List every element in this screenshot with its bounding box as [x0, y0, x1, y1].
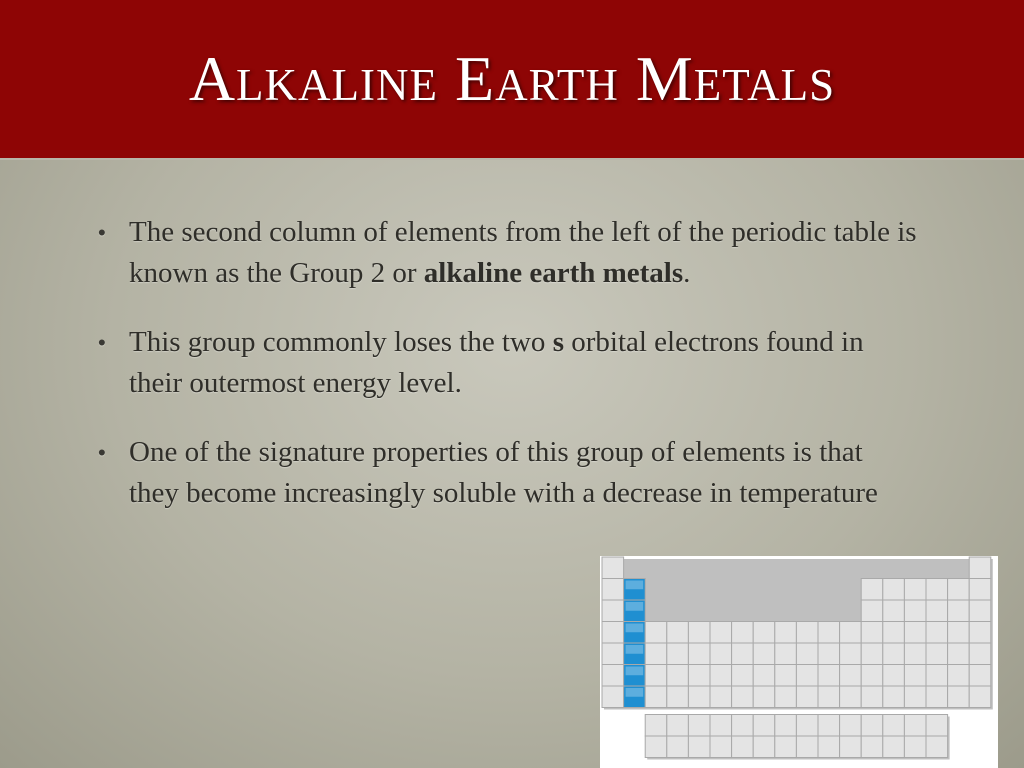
element-cell — [775, 665, 797, 687]
bullet-text-end: orbital electrons found in their outermost energy level. — [129, 326, 864, 399]
element-cell — [883, 579, 905, 601]
f-block-cell — [710, 715, 732, 737]
element-cell — [840, 686, 862, 708]
element-cell — [732, 622, 754, 644]
f-block-cell — [926, 736, 948, 758]
f-block-cell — [753, 715, 775, 737]
element-cell — [904, 686, 926, 708]
f-block-cell — [732, 736, 754, 758]
element-cell — [732, 665, 754, 687]
element-cell — [710, 643, 732, 665]
f-block-cell — [732, 715, 754, 737]
element-cell — [883, 686, 905, 708]
element-cell — [645, 686, 667, 708]
element-cell — [732, 643, 754, 665]
f-block-cell — [667, 736, 689, 758]
f-block-cell — [904, 736, 926, 758]
element-cell — [710, 622, 732, 644]
element-cell — [688, 665, 710, 687]
element-cell — [688, 686, 710, 708]
element-cell — [645, 622, 667, 644]
element-cell — [753, 622, 775, 644]
element-cell — [667, 622, 689, 644]
cell-gloss — [626, 667, 644, 676]
element-cell — [969, 579, 991, 601]
element-cell — [926, 622, 948, 644]
slide-title: Alkaline Earth Metals — [188, 43, 836, 114]
bullet-bold-text: s — [552, 326, 564, 358]
element-cell — [926, 686, 948, 708]
bullet-item-1 — [98, 212, 918, 294]
f-block-cell — [796, 736, 818, 758]
element-cell — [840, 622, 862, 644]
element-cell — [753, 665, 775, 687]
bullet-text: The second column of elements from the left of the periodic table is known as the Group 2 or — [129, 216, 917, 289]
f-block-cell — [861, 715, 883, 737]
f-block-cell — [645, 715, 667, 737]
element-cell — [861, 600, 883, 622]
element-cell — [818, 622, 840, 644]
element-cell — [904, 665, 926, 687]
element-cell — [861, 579, 883, 601]
f-block-cell — [840, 736, 862, 758]
f-block-cell — [775, 715, 797, 737]
element-cell — [969, 622, 991, 644]
element-cell — [948, 579, 970, 601]
element-cell — [753, 686, 775, 708]
element-cell — [948, 686, 970, 708]
bullet-item-2 — [98, 322, 918, 404]
element-cell — [796, 686, 818, 708]
element-cell — [818, 665, 840, 687]
f-block-cell — [904, 715, 926, 737]
element-cell — [710, 686, 732, 708]
element-cell — [883, 665, 905, 687]
element-cell — [861, 686, 883, 708]
element-cell — [840, 643, 862, 665]
element-cell — [818, 643, 840, 665]
f-block-cell — [796, 715, 818, 737]
element-cell — [688, 622, 710, 644]
periodic-table-grid — [600, 556, 998, 768]
f-block-cell — [818, 736, 840, 758]
element-cell — [926, 643, 948, 665]
f-block-cell — [688, 736, 710, 758]
element-cell — [602, 600, 624, 622]
f-block-cell — [840, 715, 862, 737]
cell-gloss — [626, 688, 644, 697]
element-cell — [710, 665, 732, 687]
f-block-cell — [883, 715, 905, 737]
bullet-item-3 — [98, 432, 918, 514]
f-block-cell — [883, 736, 905, 758]
f-block-cell — [926, 715, 948, 737]
element-cell — [796, 622, 818, 644]
element-cell — [861, 665, 883, 687]
element-cell — [969, 686, 991, 708]
element-cell — [775, 643, 797, 665]
element-cell — [602, 622, 624, 644]
element-cell — [926, 579, 948, 601]
element-cell — [645, 665, 667, 687]
element-cell — [861, 622, 883, 644]
element-cell — [753, 643, 775, 665]
element-cell — [602, 579, 624, 601]
element-cell — [926, 600, 948, 622]
element-cell — [602, 557, 624, 579]
f-block-cell — [645, 736, 667, 758]
element-cell — [861, 643, 883, 665]
bullet-text: One of the signature properties of this group of elements is that they become increasingly soluble with a decrease in temperature — [129, 436, 878, 509]
element-cell — [667, 665, 689, 687]
periodic-table-image — [600, 556, 998, 768]
element-cell — [904, 643, 926, 665]
cell-gloss — [626, 645, 644, 654]
f-block-cell — [667, 715, 689, 737]
element-cell — [948, 600, 970, 622]
element-cell — [883, 622, 905, 644]
element-cell — [602, 643, 624, 665]
element-cell — [775, 686, 797, 708]
f-block-cell — [753, 736, 775, 758]
element-cell — [883, 600, 905, 622]
element-cell — [904, 579, 926, 601]
f-block-cell — [818, 715, 840, 737]
bullet-bold-text: alkaline earth metals — [423, 257, 684, 289]
element-cell — [602, 665, 624, 687]
element-cell — [969, 665, 991, 687]
element-cell — [840, 665, 862, 687]
f-block-cell — [688, 715, 710, 737]
element-cell — [948, 665, 970, 687]
element-cell — [818, 686, 840, 708]
element-cell — [775, 622, 797, 644]
element-cell — [602, 686, 624, 708]
element-cell — [969, 643, 991, 665]
element-cell — [969, 600, 991, 622]
f-block-cell — [710, 736, 732, 758]
element-cell — [969, 557, 991, 579]
element-cell — [667, 643, 689, 665]
bullet-text: This group commonly loses the two — [129, 326, 553, 358]
title-bar — [0, 0, 1024, 160]
element-cell — [948, 622, 970, 644]
element-cell — [883, 643, 905, 665]
element-cell — [688, 643, 710, 665]
cell-gloss — [626, 602, 644, 611]
element-cell — [948, 643, 970, 665]
element-cell — [904, 600, 926, 622]
element-cell — [796, 665, 818, 687]
cell-gloss — [626, 624, 644, 633]
cell-gloss — [626, 581, 644, 590]
element-cell — [667, 686, 689, 708]
element-cell — [796, 643, 818, 665]
bullet-list — [98, 212, 918, 542]
element-cell — [904, 622, 926, 644]
f-block-cell — [861, 736, 883, 758]
element-cell — [732, 686, 754, 708]
bullet-text-end: . — [683, 257, 691, 289]
element-cell — [926, 665, 948, 687]
f-block-cell — [775, 736, 797, 758]
element-cell — [645, 643, 667, 665]
